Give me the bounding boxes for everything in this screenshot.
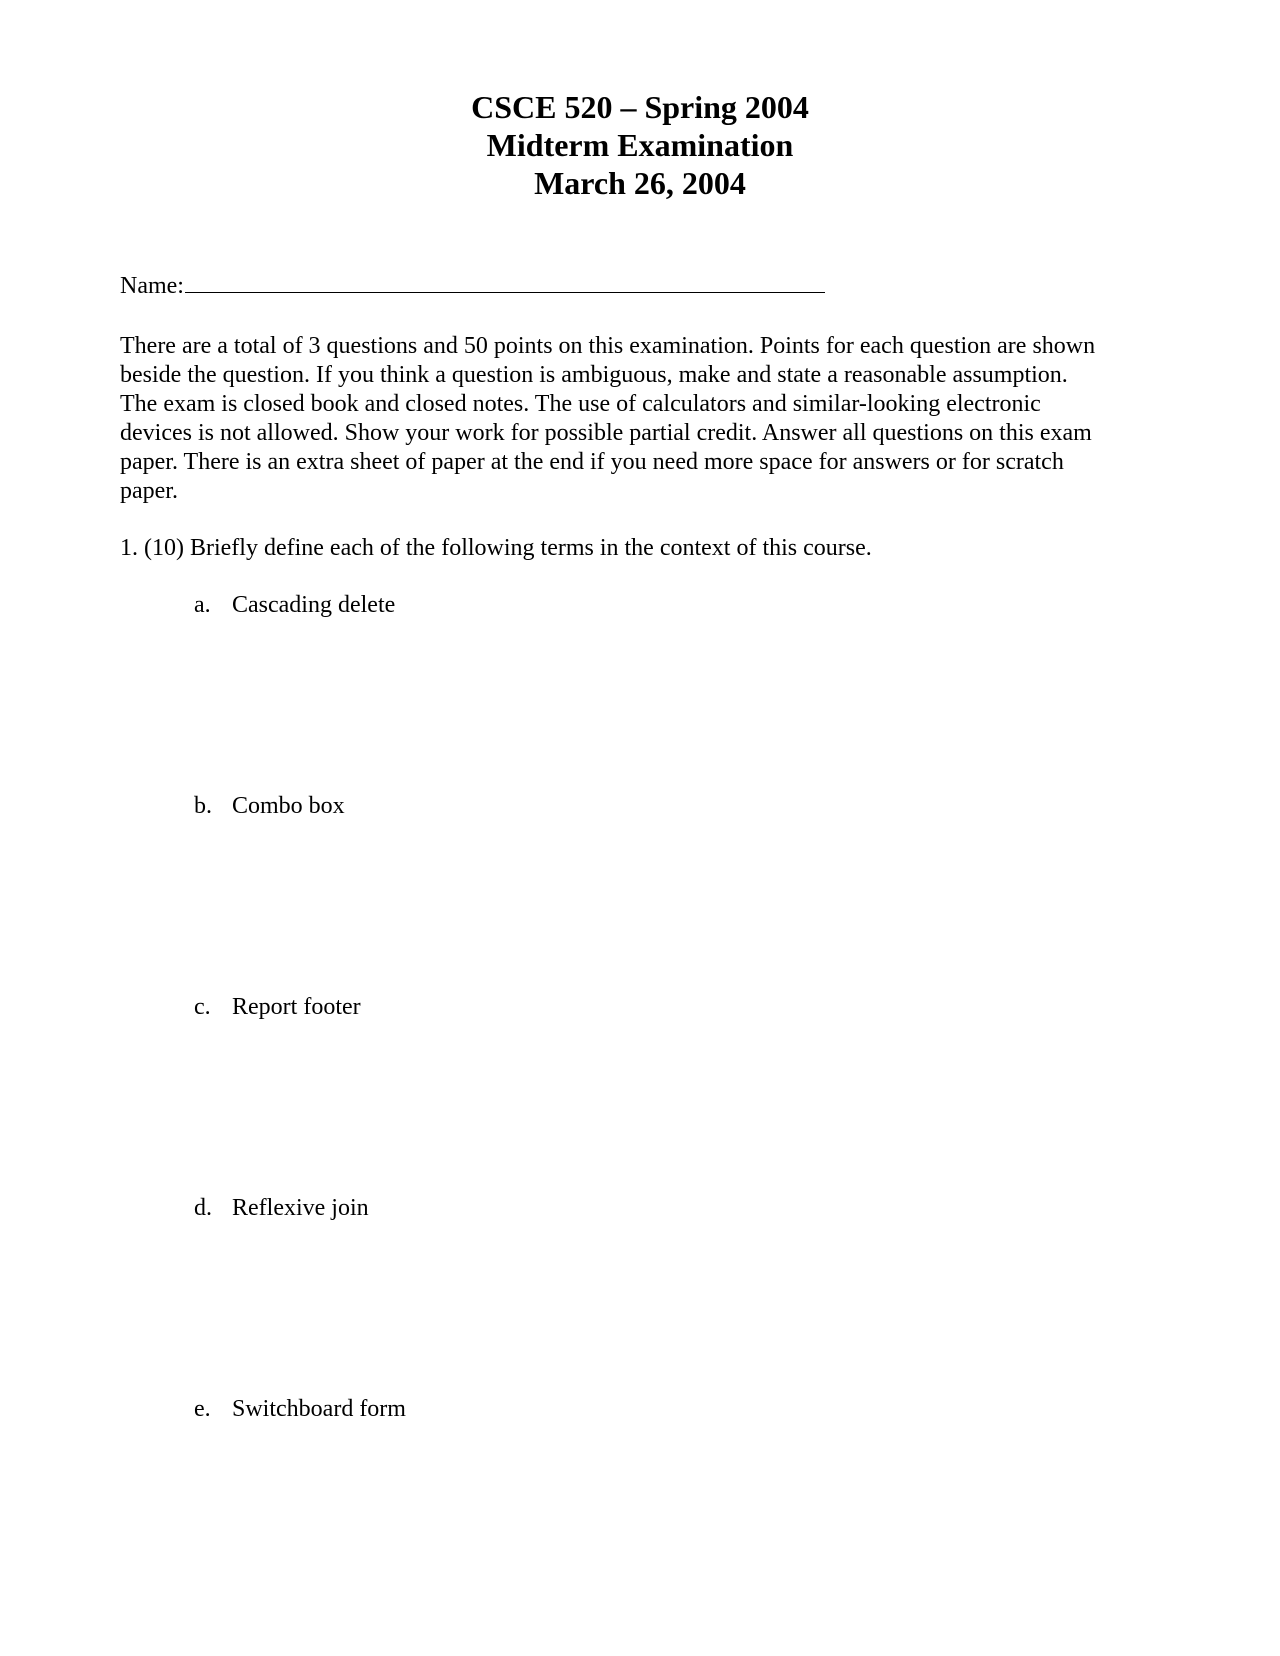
- term-letter: d.: [194, 1195, 212, 1221]
- term-letter: e.: [194, 1396, 211, 1422]
- name-label: Name:: [120, 273, 184, 299]
- term-item: [194, 792, 345, 820]
- term-item: [194, 1395, 406, 1423]
- question-1-prompt: 1. (10) Briefly define each of the following terms in the context of this course.: [120, 535, 872, 561]
- name-field: [120, 272, 825, 300]
- term-item: [194, 993, 361, 1021]
- term-label: Combo box: [232, 793, 345, 819]
- term-item: [194, 591, 395, 619]
- term-item: [194, 1194, 369, 1222]
- term-label: Cascading delete: [232, 592, 396, 618]
- term-label: Reflexive join: [232, 1195, 369, 1221]
- instructions-line: paper.: [120, 478, 178, 504]
- instructions-line: beside the question. If you think a question is ambiguous, make and state a reasonable assumption.: [120, 362, 1068, 388]
- course-title: CSCE 520 – Spring 2004: [471, 89, 809, 125]
- instructions-line: devices is not allowed. Show your work for possible partial credit. Answer all questions on this exam: [120, 420, 1092, 446]
- instructions-line: There are a total of 3 questions and 50 points on this examination. Points for each question are shown: [120, 333, 1096, 359]
- term-letter: b.: [194, 793, 212, 819]
- instructions-line: paper. There is an extra sheet of paper at the end if you need more space for answers or for scratch: [120, 449, 1064, 475]
- exam-header: [0, 88, 1280, 202]
- term-letter: c.: [194, 994, 211, 1020]
- term-label: Report footer: [232, 994, 361, 1020]
- instructions-line: The exam is closed book and closed notes. The use of calculators and similar-looking electronic: [120, 391, 1041, 417]
- term-letter: a.: [194, 592, 211, 618]
- instructions-paragraph: [120, 332, 1190, 506]
- term-label: Switchboard form: [232, 1396, 406, 1422]
- exam-title: Midterm Examination: [486, 127, 794, 163]
- exam-date: March 26, 2004: [534, 165, 746, 201]
- name-blank-line[interactable]: [185, 274, 825, 293]
